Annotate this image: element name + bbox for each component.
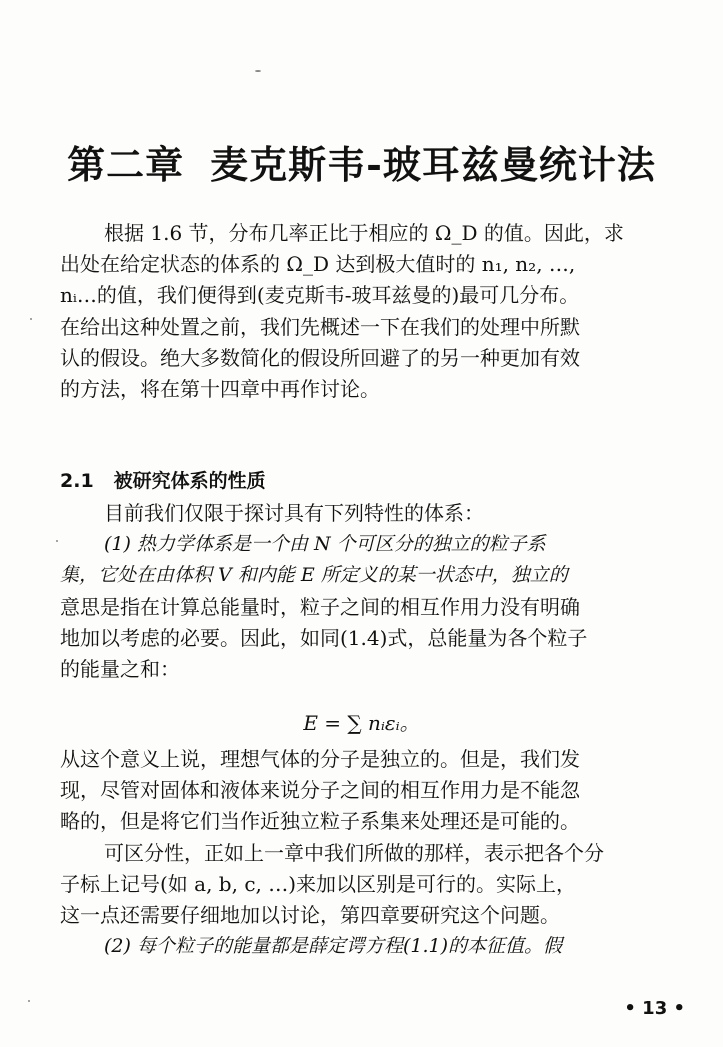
- scan-speck: [28, 1000, 30, 1002]
- text-line: 子标上记号(如 a, b, c, …)来加以区别是可行的。实际上，: [60, 871, 577, 896]
- text-line: 根据 1.6 节，分布几率正比于相应的 Ω_D 的值。因此，求: [104, 221, 624, 245]
- text-line: 可区分性，正如上一章中我们所做的那样，表示把各个分: [104, 840, 604, 865]
- scan-speck: [30, 318, 32, 320]
- text-line: (1) 热力学体系是一个由 N 个可区分的独立的粒子系: [104, 533, 546, 556]
- text-line: 从这个意义上说，理想气体的分子是独立的。但是，我们发: [60, 747, 580, 771]
- scan-speck: [255, 70, 261, 72]
- chapter-title-text: 麦克斯韦-玻耳兹曼统计法: [210, 142, 656, 187]
- text-line: 目前我们仅限于探讨具有下列特性的体系：: [104, 501, 484, 525]
- chapter-title: [0, 134, 723, 189]
- text-line: nᵢ…的值，我们便得到(麦克斯韦-玻耳兹曼的)最可几分布。: [60, 283, 580, 308]
- text-line: 现，尽管对固体和液体来说分子之间的相互作用力是不能忽: [60, 778, 580, 803]
- text-line: 出处在给定状态的体系的 Ω_D 达到极大值时的 n₁, n₂, …,: [60, 252, 576, 277]
- section-paragraph: [60, 498, 686, 685]
- text-line: (2) 每个粒子的能量都是薛定谔方程(1.1)的本征值。假: [104, 935, 562, 958]
- text-line: 集，它处在由体积 V 和内能 E 所定义的某一状态中，独立的: [60, 564, 568, 587]
- text-line: 这一点还需要仔细地加以讨论，第四章要研究这个问题。: [60, 903, 560, 928]
- text-line: 在给出这种处置之前，我们先概述一下在我们的处理中所默: [60, 314, 580, 339]
- section-heading: [60, 466, 266, 493]
- continuation-paragraph: [60, 744, 686, 962]
- text-line: 认的假设。绝大多数简化的假设所回避了的另一种更加有效: [60, 345, 580, 370]
- section-title: 被研究体系的性质: [113, 470, 266, 492]
- scan-speck: [56, 540, 58, 542]
- text-line: 的能量之和：: [60, 657, 180, 682]
- text-line: 地加以考虑的必要。因此，如同(1.4)式，总能量为各个粒子: [60, 625, 588, 650]
- text-line: 意思是指在计算总能量时，粒子之间的相互作用力没有明确: [60, 594, 580, 619]
- energy-equation: E = ∑ nᵢεᵢ。: [303, 711, 420, 735]
- page-number: • 13 •: [624, 998, 685, 1019]
- text-line: 略的，但是将它们当作近独立粒子系集来处理还是可能的。: [60, 809, 580, 834]
- intro-paragraph: [60, 218, 686, 405]
- chapter-number: 第二章: [67, 142, 185, 187]
- section-number: 2.1: [60, 470, 94, 492]
- text-line: 的方法，将在第十四章中再作讨论。: [60, 377, 380, 402]
